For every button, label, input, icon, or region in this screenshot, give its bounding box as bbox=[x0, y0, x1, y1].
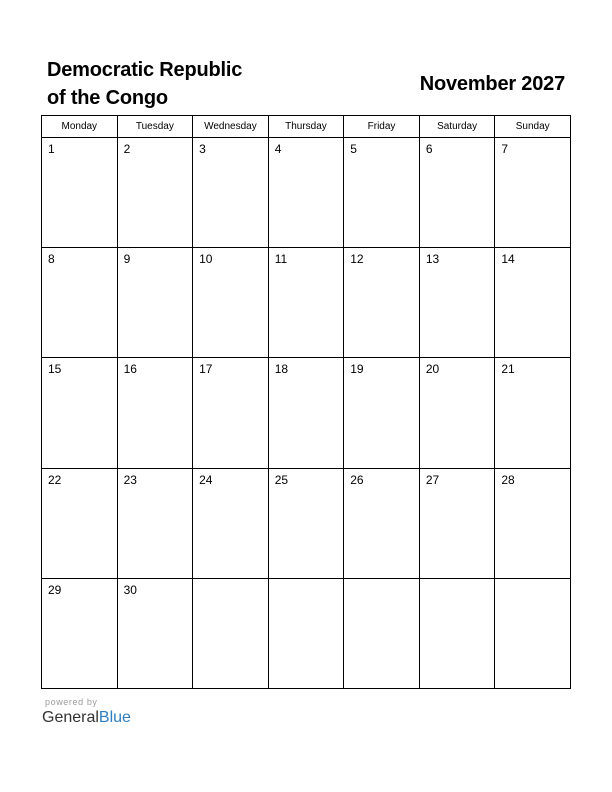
day-cell bbox=[268, 468, 344, 578]
day-cell bbox=[344, 358, 420, 468]
day-cell bbox=[42, 358, 118, 468]
day-number bbox=[193, 579, 268, 583]
day-number: 1 bbox=[48, 142, 55, 156]
day-cell bbox=[268, 138, 344, 248]
day-number bbox=[420, 579, 495, 583]
day-cell bbox=[419, 138, 495, 248]
day-number: 14 bbox=[501, 252, 515, 267]
day-number: 11 bbox=[274, 252, 288, 267]
weekday-thursday: Thursday bbox=[268, 116, 344, 138]
day-number: 30 bbox=[123, 582, 137, 597]
day-number: 28 bbox=[501, 472, 515, 487]
day-cell bbox=[268, 578, 344, 688]
day-number: 26 bbox=[350, 472, 364, 487]
weekday-saturday: Saturday bbox=[419, 116, 495, 138]
week-row-5 bbox=[42, 578, 571, 688]
day-cell bbox=[193, 248, 269, 358]
brand-blue-text: Blue bbox=[98, 709, 131, 726]
day-number bbox=[269, 579, 344, 583]
week-row-3 bbox=[42, 358, 571, 468]
day-cell bbox=[193, 358, 269, 468]
weekday-friday: Friday bbox=[344, 116, 420, 138]
day-cell bbox=[117, 578, 193, 688]
day-cell bbox=[117, 138, 193, 248]
day-number: 6 bbox=[425, 142, 433, 156]
day-cell bbox=[495, 468, 571, 578]
day-cell bbox=[42, 468, 118, 578]
day-cell bbox=[193, 578, 269, 688]
day-cell bbox=[117, 358, 193, 468]
day-number: 17 bbox=[199, 362, 213, 377]
day-number: 2 bbox=[123, 142, 131, 156]
day-cell bbox=[42, 248, 118, 358]
day-cell bbox=[419, 578, 495, 688]
day-number: 5 bbox=[350, 142, 357, 156]
day-number: 19 bbox=[350, 362, 364, 377]
day-cell bbox=[268, 248, 344, 358]
weekday-sunday: Sunday bbox=[495, 116, 571, 138]
weekday-wednesday: Wednesday bbox=[193, 116, 269, 138]
day-cell bbox=[117, 248, 193, 358]
day-cell bbox=[495, 578, 571, 688]
day-cell bbox=[344, 468, 420, 578]
month-title: November 2027 bbox=[419, 73, 565, 95]
day-number: 12 bbox=[350, 252, 364, 267]
week-row-1 bbox=[42, 138, 571, 248]
brand-general-text: General bbox=[42, 709, 99, 726]
day-number: 18 bbox=[274, 362, 289, 377]
day-cell bbox=[419, 248, 495, 358]
day-number: 4 bbox=[274, 142, 282, 156]
day-number: 22 bbox=[48, 472, 62, 487]
day-cell bbox=[193, 138, 269, 248]
day-cell bbox=[268, 358, 344, 468]
day-cell bbox=[117, 468, 193, 578]
day-cell bbox=[495, 138, 571, 248]
day-number: 8 bbox=[48, 252, 55, 267]
day-number: 27 bbox=[425, 472, 440, 487]
day-number: 10 bbox=[199, 252, 213, 267]
day-cell bbox=[495, 248, 571, 358]
weekday-monday: Monday bbox=[42, 116, 118, 138]
day-cell bbox=[193, 468, 269, 578]
day-number bbox=[495, 579, 570, 583]
day-cell bbox=[344, 138, 420, 248]
day-cell bbox=[42, 578, 118, 688]
day-number: 25 bbox=[274, 472, 289, 487]
day-cell bbox=[419, 358, 495, 468]
country-title bbox=[47, 56, 347, 112]
country-title-line2: of the Congo bbox=[47, 87, 168, 109]
calendar-grid bbox=[41, 115, 571, 689]
day-number: 9 bbox=[123, 252, 131, 267]
day-cell bbox=[495, 358, 571, 468]
day-number: 20 bbox=[425, 362, 440, 377]
day-cell bbox=[42, 138, 118, 248]
day-cell bbox=[419, 468, 495, 578]
country-title-line1: Democratic Republic bbox=[47, 59, 243, 81]
day-number bbox=[344, 579, 419, 583]
day-number: 15 bbox=[48, 362, 62, 377]
weekday-header-row bbox=[42, 116, 571, 138]
day-number: 24 bbox=[199, 472, 213, 487]
powered-by-label: powered by bbox=[45, 697, 98, 707]
week-row-2 bbox=[42, 248, 571, 358]
day-number: 29 bbox=[48, 582, 62, 597]
day-number: 13 bbox=[425, 252, 440, 267]
weekday-tuesday: Tuesday bbox=[117, 116, 193, 138]
day-number: 16 bbox=[123, 362, 137, 377]
generalblue-logo[interactable] bbox=[42, 708, 131, 728]
day-cell bbox=[344, 248, 420, 358]
day-cell bbox=[344, 578, 420, 688]
day-number: 21 bbox=[501, 362, 515, 377]
day-number: 7 bbox=[501, 142, 509, 156]
day-number: 3 bbox=[199, 142, 206, 156]
week-row-4 bbox=[42, 468, 571, 578]
day-number: 23 bbox=[123, 472, 137, 487]
